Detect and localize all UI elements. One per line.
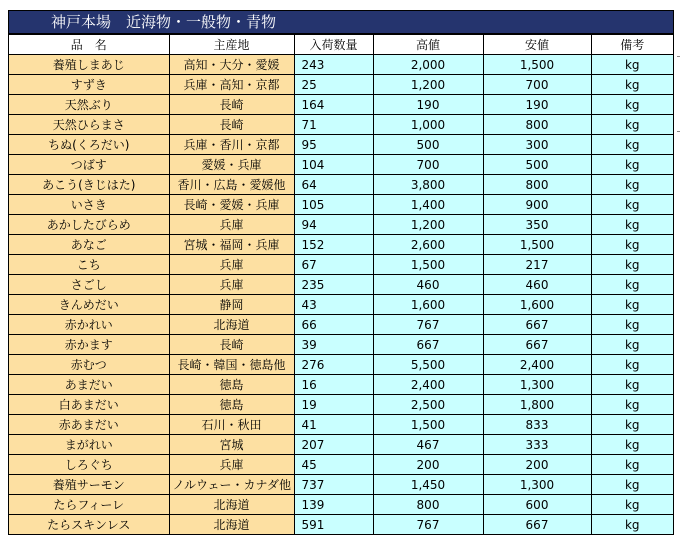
- cell-quantity: 67: [294, 255, 373, 275]
- cell-fish-name: 赤むつ: [9, 355, 169, 375]
- cell-high-price: 460: [373, 275, 483, 295]
- cell-quantity: 45: [294, 455, 373, 475]
- cell-high-price: 1,500: [373, 415, 483, 435]
- cell-quantity: 19: [294, 395, 373, 415]
- table-row: [9, 295, 673, 315]
- column-header-high-price: 高値: [373, 35, 483, 55]
- cell-origin: 高知・大分・愛媛: [169, 55, 294, 75]
- cell-high-price: 2,500: [373, 395, 483, 415]
- cell-fish-name: すずき: [9, 75, 169, 95]
- cell-quantity: 207: [294, 435, 373, 455]
- cell-low-price: 300: [483, 135, 591, 155]
- cell-high-price: 2,400: [373, 375, 483, 395]
- cell-high-price: 200: [373, 455, 483, 475]
- cell-fish-name: いさき: [9, 195, 169, 215]
- table-row: [9, 395, 673, 415]
- cell-fish-name: 天然ひらまさ: [9, 115, 169, 135]
- cell-origin: 兵庫: [169, 255, 294, 275]
- cell-origin: 兵庫: [169, 275, 294, 295]
- cell-high-price: 667: [373, 335, 483, 355]
- table-header-row: [9, 35, 673, 55]
- cell-fish-name: たらフィーレ: [9, 495, 169, 515]
- table-row: [9, 415, 673, 435]
- table-row: [9, 175, 673, 195]
- table-row: [9, 255, 673, 275]
- cell-unit: kg: [591, 195, 673, 215]
- column-header-origin: 主産地: [169, 35, 294, 55]
- cell-quantity: 152: [294, 235, 373, 255]
- cell-unit: kg: [591, 215, 673, 235]
- price-table: [9, 34, 673, 534]
- cell-quantity: 16: [294, 375, 373, 395]
- cell-low-price: 460: [483, 275, 591, 295]
- cell-unit: kg: [591, 375, 673, 395]
- cell-fish-name: しろぐち: [9, 455, 169, 475]
- table-row: [9, 55, 673, 75]
- table-row: [9, 235, 673, 255]
- table-row: [9, 375, 673, 395]
- cell-low-price: 1,500: [483, 235, 591, 255]
- cell-fish-name: 赤かます: [9, 335, 169, 355]
- cell-low-price: 333: [483, 435, 591, 455]
- cell-quantity: 43: [294, 295, 373, 315]
- cell-origin: 北海道: [169, 315, 294, 335]
- cell-origin: 徳島: [169, 395, 294, 415]
- cell-high-price: 1,000: [373, 115, 483, 135]
- cell-unit: kg: [591, 475, 673, 495]
- cell-quantity: 66: [294, 315, 373, 335]
- table-row: [9, 195, 673, 215]
- cell-fish-name: たらスキンレス: [9, 515, 169, 535]
- cell-quantity: 64: [294, 175, 373, 195]
- table-row: [9, 335, 673, 355]
- cell-high-price: 767: [373, 515, 483, 535]
- cell-fish-name: こち: [9, 255, 169, 275]
- cell-low-price: 1,800: [483, 395, 591, 415]
- cell-unit: kg: [591, 275, 673, 295]
- table-row: [9, 275, 673, 295]
- cell-fish-name: あこう(きじはた): [9, 175, 169, 195]
- table-row: [9, 135, 673, 155]
- cell-low-price: 667: [483, 315, 591, 335]
- price-sheet: [8, 10, 674, 535]
- cell-high-price: 500: [373, 135, 483, 155]
- table-row: [9, 215, 673, 235]
- cell-quantity: 25: [294, 75, 373, 95]
- cell-origin: 長崎: [169, 335, 294, 355]
- cell-unit: kg: [591, 415, 673, 435]
- cell-high-price: 190: [373, 95, 483, 115]
- cell-high-price: 2,000: [373, 55, 483, 75]
- cell-origin: 長崎・愛媛・兵庫: [169, 195, 294, 215]
- cell-high-price: 467: [373, 435, 483, 455]
- table-row: [9, 495, 673, 515]
- cell-low-price: 800: [483, 115, 591, 135]
- cell-low-price: 800: [483, 175, 591, 195]
- cell-origin: 宮城: [169, 435, 294, 455]
- cell-origin: 兵庫: [169, 215, 294, 235]
- cell-origin: 石川・秋田: [169, 415, 294, 435]
- cell-origin: 兵庫・高知・京都: [169, 75, 294, 95]
- cell-origin: 長崎・韓国・徳島他: [169, 355, 294, 375]
- cell-low-price: 1,300: [483, 475, 591, 495]
- cell-unit: kg: [591, 455, 673, 475]
- cell-quantity: 94: [294, 215, 373, 235]
- cell-low-price: 2,400: [483, 355, 591, 375]
- cell-unit: kg: [591, 75, 673, 95]
- cell-unit: kg: [591, 255, 673, 275]
- cell-fish-name: あかしたびらめ: [9, 215, 169, 235]
- cell-high-price: 2,600: [373, 235, 483, 255]
- cell-fish-name: きんめだい: [9, 295, 169, 315]
- cell-fish-name: 天然ぶり: [9, 95, 169, 115]
- cell-origin: 宮城・福岡・兵庫: [169, 235, 294, 255]
- cell-unit: kg: [591, 495, 673, 515]
- cell-origin: 徳島: [169, 375, 294, 395]
- cell-quantity: 243: [294, 55, 373, 75]
- cell-origin: 北海道: [169, 515, 294, 535]
- cell-low-price: 700: [483, 75, 591, 95]
- column-header-low-price: 安値: [483, 35, 591, 55]
- cell-fish-name: 赤かれい: [9, 315, 169, 335]
- cell-fish-name: あまだい: [9, 375, 169, 395]
- cell-unit: kg: [591, 335, 673, 355]
- cell-unit: kg: [591, 295, 673, 315]
- cell-quantity: 276: [294, 355, 373, 375]
- cell-quantity: 95: [294, 135, 373, 155]
- cell-low-price: 667: [483, 515, 591, 535]
- cell-quantity: 104: [294, 155, 373, 175]
- cell-fish-name: 養殖サーモン: [9, 475, 169, 495]
- cell-fish-name: ちぬ(くろだい): [9, 135, 169, 155]
- cell-unit: kg: [591, 355, 673, 375]
- cell-low-price: 350: [483, 215, 591, 235]
- cell-fish-name: 白あまだい: [9, 395, 169, 415]
- cell-high-price: 800: [373, 495, 483, 515]
- cell-origin: 長崎: [169, 95, 294, 115]
- cell-unit: kg: [591, 515, 673, 535]
- cell-high-price: 1,500: [373, 255, 483, 275]
- cell-quantity: 39: [294, 335, 373, 355]
- edge-mark: [677, 131, 680, 132]
- cell-high-price: 1,600: [373, 295, 483, 315]
- cell-origin: 静岡: [169, 295, 294, 315]
- cell-unit: kg: [591, 435, 673, 455]
- cell-quantity: 235: [294, 275, 373, 295]
- cell-origin: 北海道: [169, 495, 294, 515]
- cell-unit: kg: [591, 155, 673, 175]
- table-row: [9, 75, 673, 95]
- cell-low-price: 1,500: [483, 55, 591, 75]
- cell-high-price: 700: [373, 155, 483, 175]
- cell-unit: kg: [591, 115, 673, 135]
- cell-quantity: 164: [294, 95, 373, 115]
- cell-high-price: 5,500: [373, 355, 483, 375]
- table-row: [9, 435, 673, 455]
- table-row: [9, 475, 673, 495]
- table-row: [9, 315, 673, 335]
- column-header-quantity: 入荷数量: [294, 35, 373, 55]
- cell-fish-name: さごし: [9, 275, 169, 295]
- cell-high-price: 1,450: [373, 475, 483, 495]
- cell-unit: kg: [591, 135, 673, 155]
- cell-low-price: 1,600: [483, 295, 591, 315]
- cell-high-price: 767: [373, 315, 483, 335]
- cell-high-price: 1,200: [373, 75, 483, 95]
- cell-low-price: 667: [483, 335, 591, 355]
- table-row: [9, 155, 673, 175]
- edge-mark: [677, 56, 680, 57]
- cell-fish-name: あなご: [9, 235, 169, 255]
- cell-low-price: 190: [483, 95, 591, 115]
- cell-high-price: 1,200: [373, 215, 483, 235]
- cell-origin: ノルウェー・カナダ他: [169, 475, 294, 495]
- cell-low-price: 1,300: [483, 375, 591, 395]
- table-row: [9, 355, 673, 375]
- cell-fish-name: まがれい: [9, 435, 169, 455]
- table-row: [9, 95, 673, 115]
- column-header-remarks: 備考: [591, 35, 673, 55]
- cell-low-price: 900: [483, 195, 591, 215]
- cell-origin: 愛媛・兵庫: [169, 155, 294, 175]
- cell-fish-name: 赤あまだい: [9, 415, 169, 435]
- cell-low-price: 833: [483, 415, 591, 435]
- sheet-title: 神戸本場 近海物・一般物・青物: [9, 11, 673, 34]
- cell-low-price: 600: [483, 495, 591, 515]
- cell-unit: kg: [591, 235, 673, 255]
- cell-high-price: 1,400: [373, 195, 483, 215]
- cell-quantity: 71: [294, 115, 373, 135]
- table-row: [9, 115, 673, 135]
- cell-quantity: 737: [294, 475, 373, 495]
- column-header-name: 品 名: [9, 35, 169, 55]
- cell-unit: kg: [591, 395, 673, 415]
- cell-unit: kg: [591, 55, 673, 75]
- cell-unit: kg: [591, 315, 673, 335]
- cell-origin: 香川・広島・愛媛他: [169, 175, 294, 195]
- table-body: [9, 55, 673, 535]
- cell-quantity: 591: [294, 515, 373, 535]
- cell-origin: 兵庫・香川・京都: [169, 135, 294, 155]
- cell-low-price: 217: [483, 255, 591, 275]
- table-row: [9, 515, 673, 535]
- table-row: [9, 455, 673, 475]
- cell-low-price: 200: [483, 455, 591, 475]
- cell-fish-name: 養殖しまあじ: [9, 55, 169, 75]
- cell-origin: 兵庫: [169, 455, 294, 475]
- cell-quantity: 41: [294, 415, 373, 435]
- cell-quantity: 105: [294, 195, 373, 215]
- cell-unit: kg: [591, 175, 673, 195]
- cell-origin: 長崎: [169, 115, 294, 135]
- cell-unit: kg: [591, 95, 673, 115]
- cell-quantity: 139: [294, 495, 373, 515]
- cell-fish-name: つばす: [9, 155, 169, 175]
- cell-high-price: 3,800: [373, 175, 483, 195]
- cell-low-price: 500: [483, 155, 591, 175]
